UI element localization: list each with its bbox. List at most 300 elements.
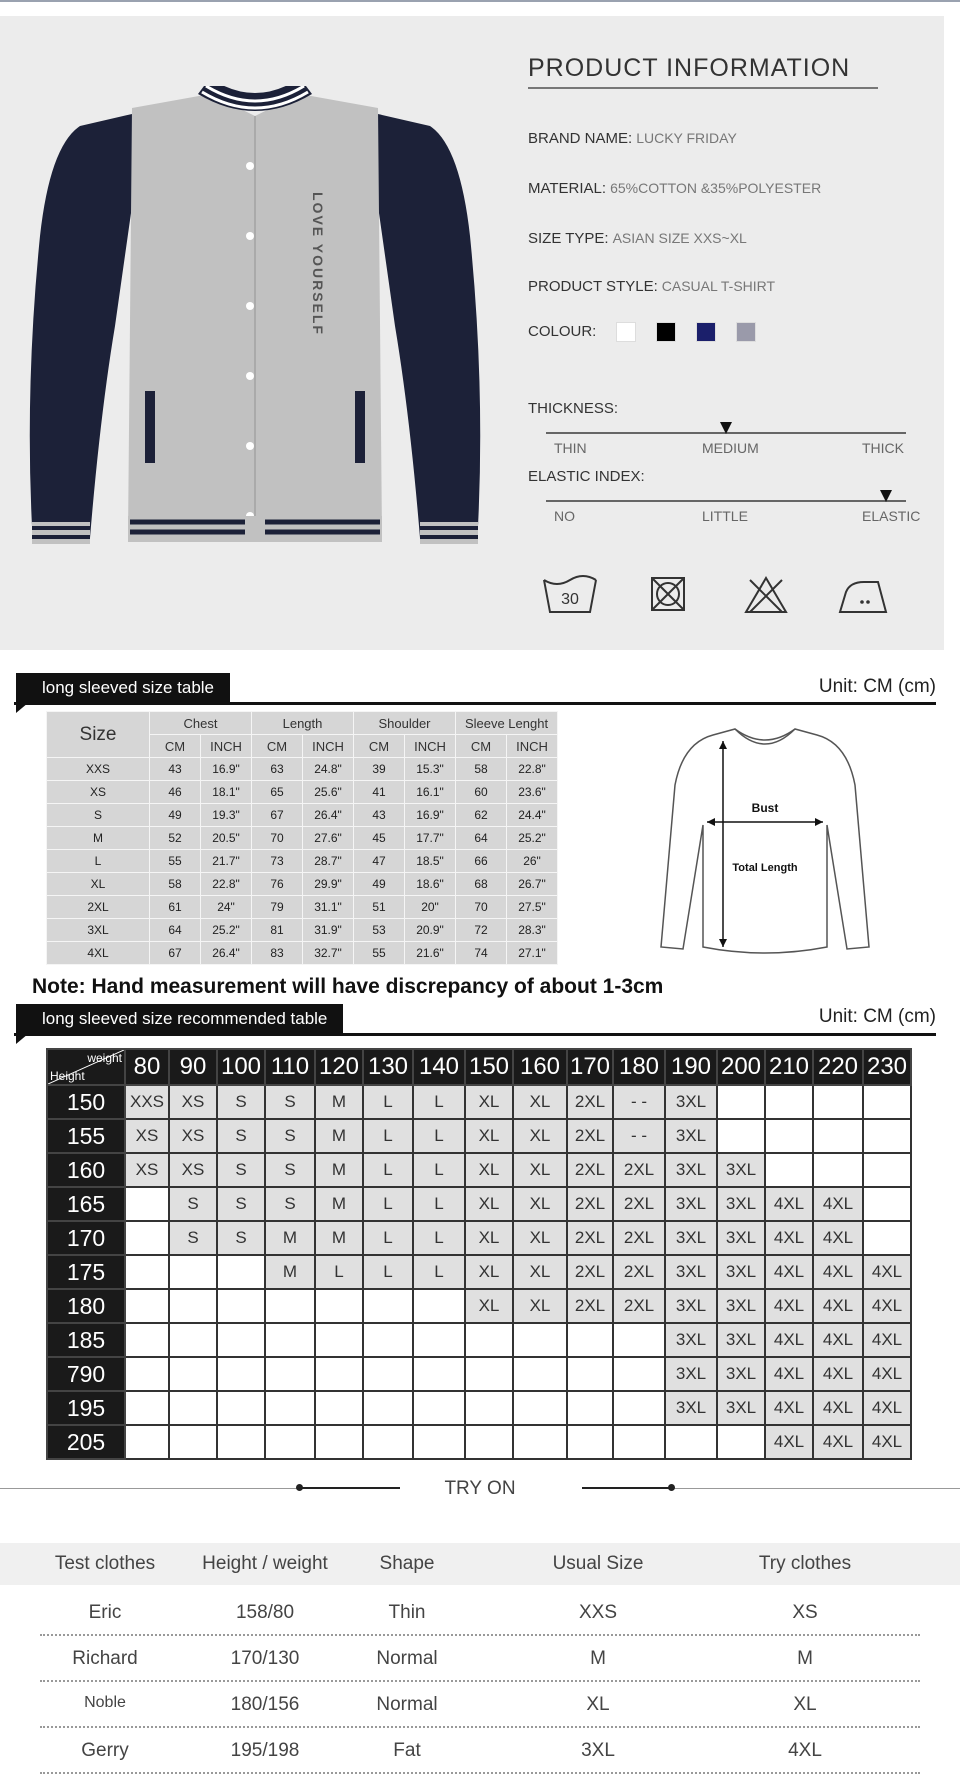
recommend-size-cell: XL — [513, 1255, 567, 1289]
size-table-cell: 22.8" — [201, 873, 252, 896]
elastic-option-label: NO — [554, 508, 575, 524]
recommend-table-unit: Unit: CM (cm) — [818, 1006, 936, 1027]
recommend-size-cell — [217, 1323, 265, 1357]
size-table-cell: 24.4" — [507, 804, 558, 827]
size-sub-header: INCH — [201, 735, 252, 758]
recommend-size-cell — [717, 1425, 765, 1459]
measurement-note: Note: Hand measurement will have discrepancy of about 1-3cm — [32, 975, 664, 998]
size-sub-header: INCH — [507, 735, 558, 758]
size-header-cell: Size — [47, 712, 150, 758]
recommend-size-cell — [217, 1289, 265, 1323]
try-on-cell: Richard — [72, 1648, 138, 1669]
recommend-size-cell — [465, 1391, 513, 1425]
corner-weight-label: weight — [87, 1051, 122, 1065]
size-table-unit: Unit: CM (cm) — [818, 676, 936, 697]
size-table-cell: 70 — [456, 896, 507, 919]
size-sub-header: INCH — [405, 735, 456, 758]
recommend-size-cell: S — [217, 1187, 265, 1221]
try-on-cell: Noble — [84, 1694, 126, 1711]
recommend-size-cell: L — [413, 1119, 465, 1153]
weight-header-cell: 90 — [169, 1049, 217, 1085]
size-table-row — [47, 873, 558, 896]
wash-30-icon — [540, 572, 600, 618]
height-header-cell: 150 — [47, 1085, 125, 1119]
size-table-cell: 16.9" — [201, 758, 252, 781]
recommend-row — [47, 1221, 911, 1255]
try-on-row-divider — [40, 1726, 920, 1728]
size-table-cell: 26.4" — [201, 942, 252, 965]
recommend-size-cell — [169, 1323, 217, 1357]
recommend-size-cell: XXS — [125, 1085, 169, 1119]
size-table-cell: 45 — [354, 827, 405, 850]
recommend-size-cell: 4XL — [765, 1391, 813, 1425]
recommend-size-cell — [265, 1425, 315, 1459]
size-table-cell: 16.9" — [405, 804, 456, 827]
recommend-size-cell: XL — [465, 1255, 513, 1289]
size-table-cell: 43 — [354, 804, 405, 827]
style-row: PRODUCT STYLE: CASUAL T-SHIRT — [528, 278, 776, 295]
try-on-row — [0, 1684, 960, 1728]
recommend-size-cell: S — [169, 1187, 217, 1221]
size-table-row — [47, 919, 558, 942]
elastic-option-label: LITTLE — [702, 508, 748, 524]
recommend-size-cell: XL — [513, 1221, 567, 1255]
size-table-cell: 51 — [354, 896, 405, 919]
recommend-size-cell — [315, 1289, 363, 1323]
try-on-cell: XL — [586, 1694, 610, 1715]
elastic-option-label: ELASTIC — [862, 508, 921, 524]
try-on-row — [0, 1592, 960, 1636]
recommend-size-cell: 3XL — [665, 1153, 717, 1187]
size-sub-header: CM — [150, 735, 201, 758]
recommend-size-cell: 3XL — [665, 1255, 717, 1289]
recommend-size-cell: XS — [169, 1119, 217, 1153]
try-on-row-divider — [40, 1680, 920, 1682]
iron-low-icon — [834, 572, 894, 618]
size-table-cell: 53 — [354, 919, 405, 942]
size-table-cell: 26" — [507, 850, 558, 873]
recommend-row — [47, 1255, 911, 1289]
weight-header-cell: 130 — [363, 1049, 413, 1085]
recommend-size-cell — [363, 1323, 413, 1357]
weight-header-cell: 220 — [813, 1049, 863, 1085]
try-on-cell: Gerry — [81, 1740, 129, 1761]
recommend-size-cell: L — [413, 1153, 465, 1187]
size-table-cell: XS — [47, 781, 150, 804]
size-table-cell: 20.9" — [405, 919, 456, 942]
recommend-size-cell: 2XL — [613, 1289, 665, 1323]
recommend-size-cell — [863, 1187, 911, 1221]
try-on-row-divider — [40, 1634, 920, 1636]
size-table-row — [47, 896, 558, 919]
recommend-size-cell — [413, 1323, 465, 1357]
recommend-size-cell: 3XL — [717, 1255, 765, 1289]
size-table-cell: 62 — [456, 804, 507, 827]
try-on-header-test: Test clothes — [54, 1553, 156, 1574]
recommend-size-cell: S — [217, 1085, 265, 1119]
recommend-size-cell — [813, 1119, 863, 1153]
recommend-size-cell — [125, 1187, 169, 1221]
recommend-size-cell — [169, 1289, 217, 1323]
recommend-size-cell — [169, 1357, 217, 1391]
recommend-size-cell: XS — [169, 1085, 217, 1119]
recommend-size-cell — [217, 1391, 265, 1425]
svg-text:Total Length: Total Length — [732, 862, 798, 874]
recommend-size-cell — [765, 1153, 813, 1187]
size-table-row — [47, 850, 558, 873]
recommend-size-cell: 2XL — [567, 1289, 613, 1323]
recommend-size-cell: 3XL — [665, 1357, 717, 1391]
size-table-cell: S — [47, 804, 150, 827]
weight-header-cell: 180 — [613, 1049, 665, 1085]
recommend-size-cell: 3XL — [717, 1323, 765, 1357]
size-table-cell: 64 — [456, 827, 507, 850]
size-table-cell: 31.9" — [303, 919, 354, 942]
weight-header-cell: 100 — [217, 1049, 265, 1085]
height-header-cell: 205 — [47, 1425, 125, 1459]
size-table-cell: 23.6" — [507, 781, 558, 804]
try-on-cell: Normal — [376, 1694, 438, 1715]
size-table-cell: 27.1" — [507, 942, 558, 965]
height-header-cell: 195 — [47, 1391, 125, 1425]
weight-header-cell: 120 — [315, 1049, 363, 1085]
size-table-cell: 49 — [354, 873, 405, 896]
svg-text:Bust: Bust — [751, 801, 779, 815]
size-table-rule — [14, 702, 936, 705]
size-table-cell: 55 — [354, 942, 405, 965]
product-panel — [0, 16, 944, 650]
recommend-size-cell: 2XL — [567, 1153, 613, 1187]
recommend-size-cell — [169, 1391, 217, 1425]
recommend-size-cell — [465, 1425, 513, 1459]
recommend-size-cell — [125, 1221, 169, 1255]
recommend-size-cell: M — [265, 1255, 315, 1289]
try-on-row — [0, 1638, 960, 1682]
size-table-cell: 63 — [252, 758, 303, 781]
try-on-cell: XS — [792, 1602, 818, 1623]
elastic-track — [546, 500, 906, 502]
weight-header-cell: 230 — [863, 1049, 911, 1085]
recommend-size-cell — [613, 1391, 665, 1425]
no-tumble-dry-icon — [638, 572, 698, 618]
elastic-scale — [546, 490, 921, 530]
thickness-option-label: THIN — [554, 440, 587, 456]
recommend-size-cell: 2XL — [567, 1085, 613, 1119]
size-table-cell: 16.1" — [405, 781, 456, 804]
recommend-size-cell — [813, 1085, 863, 1119]
size-table-cell: 68 — [456, 873, 507, 896]
recommend-row — [47, 1391, 911, 1425]
recommend-size-cell: 4XL — [813, 1187, 863, 1221]
recommend-size-cell: L — [363, 1085, 413, 1119]
thickness-marker[interactable] — [720, 422, 732, 434]
recommend-size-cell: XL — [513, 1153, 567, 1187]
recommend-size-cell: S — [265, 1153, 315, 1187]
try-on-header-height-weight: Height / weight — [202, 1553, 328, 1574]
size-table-cell: 58 — [456, 758, 507, 781]
size-table-row — [47, 942, 558, 965]
recommend-size-cell — [217, 1425, 265, 1459]
try-on-cell: Fat — [393, 1740, 421, 1761]
recommend-row — [47, 1425, 911, 1459]
recommend-size-cell: 4XL — [863, 1391, 911, 1425]
try-on-title: TRY ON — [0, 1478, 960, 1500]
size-table-cell: 43 — [150, 758, 201, 781]
size-table-cell: 83 — [252, 942, 303, 965]
size-table-cell: 25.6" — [303, 781, 354, 804]
try-on-cell: XXS — [578, 1602, 618, 1623]
recommend-size-cell: S — [217, 1153, 265, 1187]
size-table-cell: 27.5" — [507, 896, 558, 919]
recommend-size-cell — [765, 1085, 813, 1119]
product-info-title: PRODUCT INFORMATION — [528, 54, 878, 89]
recommend-size-cell: XS — [125, 1153, 169, 1187]
size-table-cell: 22.8" — [507, 758, 558, 781]
recommend-size-cell: - - — [613, 1085, 665, 1119]
size-table-cell: 28.7" — [303, 850, 354, 873]
recommend-size-cell: L — [413, 1221, 465, 1255]
recommend-size-cell — [125, 1357, 169, 1391]
recommend-size-cell: 3XL — [717, 1187, 765, 1221]
jacket-print-text: LOVE YOURSELF — [310, 192, 326, 336]
recommend-size-cell: XL — [513, 1289, 567, 1323]
recommend-size-cell: 3XL — [665, 1289, 717, 1323]
brand-row: BRAND NAME: LUCKY FRIDAY — [528, 130, 737, 147]
size-table-cell: 41 — [354, 781, 405, 804]
recommend-size-cell: XL — [513, 1119, 567, 1153]
try-on-cell: 158/80 — [235, 1602, 295, 1623]
colour-swatch[interactable] — [696, 322, 716, 342]
recommend-size-cell: S — [265, 1187, 315, 1221]
recommend-size-cell: 2XL — [567, 1119, 613, 1153]
recommend-size-cell: S — [217, 1119, 265, 1153]
recommend-size-cell: 4XL — [863, 1255, 911, 1289]
recommend-size-cell — [265, 1323, 315, 1357]
recommend-size-cell: 3XL — [665, 1119, 717, 1153]
recommend-size-cell: 3XL — [665, 1187, 717, 1221]
recommend-size-cell — [717, 1085, 765, 1119]
weight-header-cell: 140 — [413, 1049, 465, 1085]
recommend-size-cell: L — [363, 1153, 413, 1187]
weight-header-cell: 160 — [513, 1049, 567, 1085]
size-table-cell: 17.7" — [405, 827, 456, 850]
size-table-cell: 76 — [252, 873, 303, 896]
no-bleach-icon — [736, 572, 796, 618]
jacket-image — [20, 86, 490, 576]
recommend-size-cell: 3XL — [717, 1357, 765, 1391]
size-table-cell: 2XL — [47, 896, 150, 919]
size-table-cell: 25.2" — [201, 919, 252, 942]
recommend-size-cell — [363, 1425, 413, 1459]
recommend-size-cell: 2XL — [613, 1255, 665, 1289]
recommend-size-cell — [315, 1425, 363, 1459]
recommend-size-cell: S — [169, 1221, 217, 1255]
recommend-size-cell — [315, 1391, 363, 1425]
recommend-size-cell: L — [363, 1255, 413, 1289]
size-table-cell: 52 — [150, 827, 201, 850]
product-information — [528, 54, 921, 524]
size-table-cell: 60 — [456, 781, 507, 804]
recommend-size-cell: XS — [169, 1153, 217, 1187]
recommend-size-cell: 4XL — [863, 1357, 911, 1391]
recommend-size-cell — [125, 1289, 169, 1323]
size-sub-header: CM — [252, 735, 303, 758]
size-sub-header: CM — [354, 735, 405, 758]
size-sub-header: CM — [456, 735, 507, 758]
elastic-marker[interactable] — [880, 490, 892, 502]
try-on-cell: Eric — [88, 1602, 122, 1623]
recommend-table-rule — [14, 1033, 936, 1036]
height-header-cell: 155 — [47, 1119, 125, 1153]
recommend-size-cell: 4XL — [813, 1255, 863, 1289]
recommend-size-cell — [613, 1357, 665, 1391]
size-table-cell: 79 — [252, 896, 303, 919]
size-table-cell: 67 — [252, 804, 303, 827]
recommend-size-cell — [717, 1119, 765, 1153]
size-table-cell: 15.3" — [405, 758, 456, 781]
recommend-size-cell — [125, 1425, 169, 1459]
try-on-cell: Thin — [388, 1602, 426, 1623]
recommend-size-cell — [217, 1357, 265, 1391]
size-table-cell: L — [47, 850, 150, 873]
recommend-size-cell: S — [265, 1119, 315, 1153]
recommend-size-cell: L — [315, 1255, 363, 1289]
size-table-cell: 32.7" — [303, 942, 354, 965]
recommend-size-cell — [863, 1119, 911, 1153]
recommend-size-cell — [265, 1391, 315, 1425]
recommend-size-cell — [765, 1119, 813, 1153]
recommend-size-cell: 4XL — [765, 1425, 813, 1459]
recommend-size-cell: XL — [465, 1153, 513, 1187]
recommend-size-cell: L — [413, 1255, 465, 1289]
try-on-row-divider — [40, 1772, 920, 1774]
recommend-size-cell: 4XL — [765, 1289, 813, 1323]
weight-header-cell: 80 — [125, 1049, 169, 1085]
size-group-header: Shoulder — [354, 712, 456, 735]
size-sub-header: INCH — [303, 735, 354, 758]
recommend-size-cell: 3XL — [665, 1221, 717, 1255]
size-table-cell: 18.5" — [405, 850, 456, 873]
recommend-size-cell — [465, 1323, 513, 1357]
size-table-row — [47, 804, 558, 827]
size-table-cell: XL — [47, 873, 150, 896]
recommend-size-cell — [265, 1289, 315, 1323]
size-table-cell: 46 — [150, 781, 201, 804]
recommend-size-cell: 4XL — [765, 1357, 813, 1391]
colour-swatch[interactable] — [736, 322, 756, 342]
size-table-cell: 31.1" — [303, 896, 354, 919]
recommend-size-cell — [413, 1425, 465, 1459]
recommend-size-cell — [125, 1391, 169, 1425]
recommend-size-cell — [315, 1323, 363, 1357]
recommend-size-cell — [613, 1425, 665, 1459]
size-table-cell: 55 — [150, 850, 201, 873]
try-on-cell: 170/130 — [230, 1648, 300, 1669]
recommend-row — [47, 1153, 911, 1187]
thickness-label: THICKNESS: — [528, 400, 619, 417]
size-table-row — [47, 758, 558, 781]
size-table-cell: 66 — [456, 850, 507, 873]
colour-row: COLOUR: — [528, 322, 756, 342]
recommend-size-cell: XL — [465, 1119, 513, 1153]
recommend-size-cell: 4XL — [765, 1323, 813, 1357]
recommend-size-cell: M — [315, 1221, 363, 1255]
recommend-size-cell: XL — [513, 1085, 567, 1119]
recommend-size-cell — [413, 1289, 465, 1323]
recommend-size-cell: M — [265, 1221, 315, 1255]
size-table-cell: 20.5" — [201, 827, 252, 850]
recommend-table-banner: long sleeved size recommended table — [16, 1004, 343, 1034]
recommend-size-cell: 4XL — [765, 1221, 813, 1255]
size-table-row — [47, 827, 558, 850]
recommend-size-cell — [613, 1323, 665, 1357]
recommend-row — [47, 1187, 911, 1221]
recommend-size-cell — [125, 1323, 169, 1357]
size-table-cell: 21.6" — [405, 942, 456, 965]
recommend-size-cell: 4XL — [765, 1255, 813, 1289]
try-on-cell: 3XL — [581, 1740, 615, 1761]
colour-swatch[interactable] — [616, 322, 636, 342]
try-on-header — [0, 1543, 960, 1585]
recommend-size-cell: S — [217, 1221, 265, 1255]
recommend-size-cell — [169, 1255, 217, 1289]
recommend-size-cell: 2XL — [613, 1187, 665, 1221]
try-on-cell: 4XL — [788, 1740, 822, 1761]
size-table-cell: 26.7" — [507, 873, 558, 896]
recommend-size-cell — [513, 1323, 567, 1357]
try-on-header-shape: Shape — [379, 1553, 435, 1574]
recommend-size-cell — [125, 1255, 169, 1289]
recommend-size-cell: M — [315, 1085, 363, 1119]
recommend-size-cell — [813, 1153, 863, 1187]
size-table-cell: M — [47, 827, 150, 850]
size-table-cell: 18.6" — [405, 873, 456, 896]
size-group-header: Chest — [150, 712, 252, 735]
recommend-size-cell: 3XL — [665, 1323, 717, 1357]
recommend-size-cell: 3XL — [717, 1391, 765, 1425]
recommend-size-cell: XL — [465, 1085, 513, 1119]
recommend-size-cell: L — [363, 1119, 413, 1153]
thickness-option-label: MEDIUM — [702, 440, 759, 456]
recommend-size-cell: L — [413, 1085, 465, 1119]
try-on-cell: Normal — [376, 1648, 438, 1669]
recommend-size-cell: L — [363, 1221, 413, 1255]
height-header-cell: 170 — [47, 1221, 125, 1255]
weight-height-corner — [47, 1049, 125, 1085]
recommend-size-cell — [567, 1357, 613, 1391]
material-row: MATERIAL: 65%COTTON &35%POLYESTER — [528, 180, 822, 197]
recommend-size-cell: M — [315, 1153, 363, 1187]
recommend-size-cell: S — [265, 1085, 315, 1119]
recommend-size-cell — [217, 1255, 265, 1289]
try-on-cell: 180/156 — [230, 1694, 300, 1715]
recommend-table — [46, 1048, 912, 1460]
recommend-size-cell: L — [413, 1187, 465, 1221]
recommend-size-cell — [413, 1391, 465, 1425]
recommend-size-cell: 3XL — [717, 1153, 765, 1187]
recommend-size-cell: 3XL — [717, 1221, 765, 1255]
weight-header-cell: 110 — [265, 1049, 315, 1085]
recommend-size-cell — [567, 1425, 613, 1459]
shirt-measurement-diagram — [655, 725, 875, 963]
recommend-size-cell: XL — [513, 1187, 567, 1221]
try-on-cell: M — [797, 1648, 813, 1669]
colour-swatch[interactable] — [656, 322, 676, 342]
recommend-size-cell: 4XL — [813, 1391, 863, 1425]
size-table-banner: long sleeved size table — [16, 673, 230, 703]
recommend-size-cell: 4XL — [863, 1425, 911, 1459]
recommend-size-cell: 3XL — [665, 1391, 717, 1425]
